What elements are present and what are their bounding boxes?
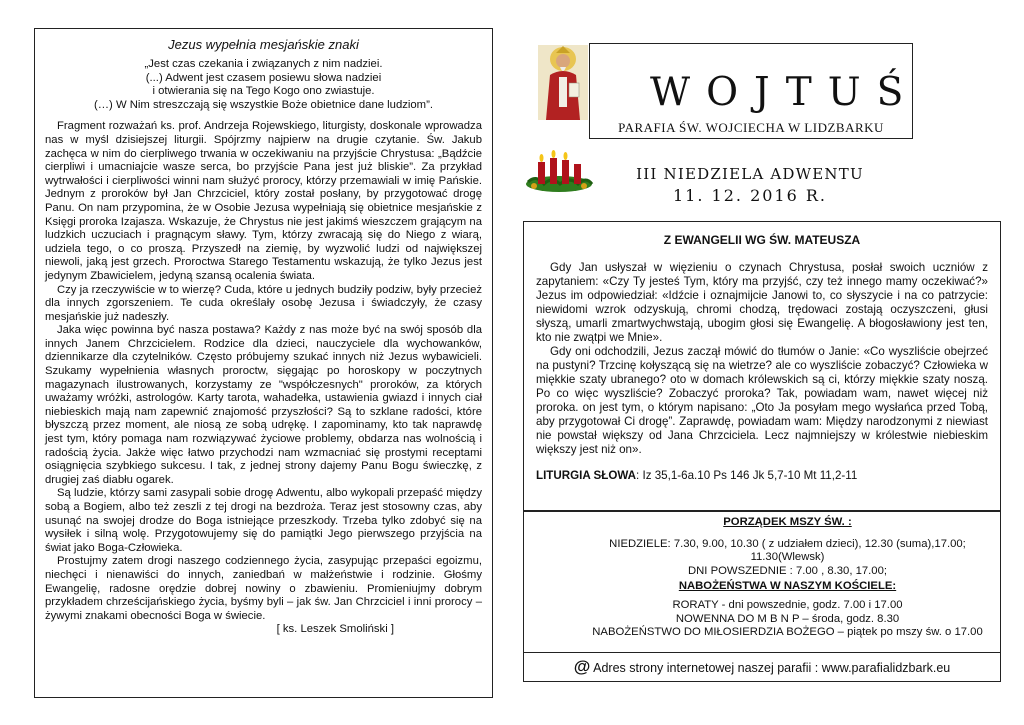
mass-schedule-box <box>523 511 1001 653</box>
liturgy-text: : Iz 35,1-6a.10 Ps 146 Jk 5,7-10 Mt 11,2-11 <box>636 469 858 482</box>
masthead-title: WOJTUŚ <box>650 70 920 115</box>
issue-date: 11. 12. 2016 R. <box>673 186 827 205</box>
sunday-masses: NIEDZIELE: 7.30, 9.00, 10.30 ( z udziałem dzieci), 12.30 (suma),17.00; <box>609 537 966 550</box>
liturgical-sunday: III NIEDZIELA ADWENTU <box>636 165 864 183</box>
weekday-masses: DNI POWSZEDNIE : 7.00 , 8.30, 17.00; <box>687 564 888 577</box>
quote-line: „Jest czas czekania i związanych z nim nadziei. <box>144 58 383 70</box>
devotion-item: RORATY - dni powszednie, godz. 7.00 i 17.00 <box>672 598 903 611</box>
saint-icon <box>538 45 588 120</box>
devotion-item: NABOŻEŃSTWO DO MIŁOSIERDZIA BOŻEGO – piątek po mszy św. o 17.00 <box>592 626 983 639</box>
devotion-item: NOWENNA DO M B N P – środa, godz. 8.30 <box>675 612 900 625</box>
gospel-body <box>536 261 988 457</box>
mass-heading: PORZĄDEK MSZY ŚW. : <box>723 516 852 528</box>
website-address-box <box>523 652 1001 682</box>
liturgy-readings <box>536 469 988 482</box>
reflection-body <box>45 120 482 637</box>
quote-line: (…) W Nim streszczają się wszystkie Boże obietnice dane ludziom”. <box>93 98 433 111</box>
author-signature: [ ks. Leszek Smoliński ] <box>276 623 394 636</box>
reflection-paragraph: Czy ja rzeczywiście w to wierzę? Cuda, które u jednych budziły podziw, były przecież dla innych zgorszeniem. Te cuda określały osobę Jezusa i świadczyły, że czasy mesjańskie już nadeszły. <box>45 283 482 323</box>
reflection-title: Jezus wypełnia mesjańskie znaki <box>168 37 359 52</box>
reflection-box <box>34 28 493 698</box>
reflection-paragraph: Są ludzie, którzy sami zasypali sobie drogę Adwentu, albo wykopali przepaść między sobą a Bogiem, albo też zeszli z tej drogi na bezdroża. Teraz jest stosowny czas, aby usunąć na swojej drodze do Boga istniejące przeszkody. Trzeba tylko zdobyć się na wysiłek i silną wolę. Przygotowujemy się do pamiątki Jego pierwszego przyjścia na świat jako Boga-Człowieka. <box>45 487 482 554</box>
advent-candles-icon <box>524 146 594 194</box>
liturgy-label: LITURGIA SŁOWA <box>536 469 637 482</box>
gospel-heading: Z EWANGELII WG ŚW. MATEUSZA <box>663 233 861 247</box>
gospel-paragraph: Gdy oni odchodzili, Jezus zaczął mówić do tłumów o Janie: «Co wyszliście obejrzeć na pustyni? Trzcinę kołyszącą się na wietrze? ale co wyszliście zobaczyć? Człowieka w miękkie szaty ubranego? oto w domach królewskich są ci, którzy miękkie szaty noszą. Po co więc wyszliście? Zobaczyć proroka? Tak, powiadam wam, nawet więcej niż proroka. on jest tym, o którym napisano: „Oto Ja posyłam mego wysłańca przed Tobą, aby przygotował Ci drogę”. Zaprawdę, powiadam wam: Między narodzonymi z niewiast nie powstał większy od Jana Chrzciciela. Lecz najmniejszy w królestwie niebieskim większy jest niż on». <box>536 345 988 456</box>
reflection-quote <box>45 58 482 112</box>
reflection-paragraph: Fragment rozważań ks. prof. Andrzeja Rojewskiego, liturgisty, doskonale wprowadza nas w myśl dzisiejszej liturgii. Spójrzmy najpierw na drugie czytanie. Św. Jakub zachęca w nim do cierpliwego trwania w oczekiwaniu na przyjście Chrystusa: „Bądźcie cierpliwi i umacniajcie wasze serca, bo przyjście Pana jest już bliskie”. Za przykład wytrwałości i cierpliwości winni nam służyć prorocy, którzy przemawiali w imię Pańskie. Jednym z proroków był Jan Chrzciciel, który został posłany, by przygotować drogę Panu. On nam przypomina, że w Osobie Jezusa wypełniają się obietnice mesjańskie z Księgi proroka Izajasza. Wskazuje, że Chrystus nie jest jakimś wieszczem grającym na ludzkich uczuciach i pragnącym sławy. Tym, którzy zwracają się do Niego z wiarą, udziela tego, o co proszą. Przyszedł na ziemię, by wyzwolić ludzi od największej niewoli, jaką jest grzech. Proroctwa Starego Testamentu wskazują, że tylko Jezus jest jedynym Zbawicielem, jedyną szansą ocalenia świata. <box>45 120 482 282</box>
parish-name: PARAFIA ŚW. WOJCIECHA W LIDZBARKU <box>618 120 884 135</box>
devotions-heading: NABOŻEŃSTWA W NASZYM KOŚCIELE: <box>678 580 897 593</box>
website-address: Adres strony internetowej naszej parafii : www.parafialidzbark.eu <box>590 661 951 675</box>
reflection-paragraph: Jaka więc powinna być nasza postawa? Każdy z nas może być na swój sposób dla innych Janem Chrzcicielem. Rodzice dla dzieci, nauczyciele dla wychowanków, dziennikarze dla czytelników. Często próbujemy szukać innych niż Jezus wybawicieli. Szukamy wypełnienia własnych proroctw, sięgając po horoskopy w poczytnych magazynach ilustrowanych, korzystamy ze "współczesnych" proroków, za których uważamy wróżki, astrologów. Karty tarota, wahadełka, ustawienia gwiazd i innych ciał niebieskich mają nam zapewnić znajomość przyszłości? Są to szklane radości, które błyszczą przez moment, ale niosą ze sobą udrękę. I zapominamy, kto tak naprawdę jest tym, który pomaga nam rozwiązywać życiowe problemy, obdarza nas wolnością i radością życia. Jakże więc łatwo przychodzi nam wzmacniać się prostymi receptami osiągnięcia szybkiego sukcesu. I tak, z jednej strony dajemy Panu Bogu świeczkę, z drugiej zaś diabłu ogarek. <box>45 324 482 486</box>
gospel-box <box>523 221 1001 511</box>
masthead-box <box>589 43 920 139</box>
gospel-paragraph: Gdy Jan usłyszał w więzieniu o czynach Chrystusa, posłał swoich uczniów z zapytaniem: «Czy Ty jesteś Tym, który ma przyjść, czy też innego mamy oczekiwać?» Jezus im odpowiedział: «Idźcie i oznajmijcie Janowi to, co słyszycie i na co patrzycie: niewidomi wzrok odzyskują, chromi chodzą, trędowaci zostają oczyszczeni, głusi słyszą, umarli zmartwychwstają, ubogim głosi się Ewangelię. A błogosławiony jest ten, kto nie zwątpi we Mnie». <box>536 261 988 344</box>
quote-line: (...) Adwent jest czasem posiewu słowa nadziei <box>145 71 382 84</box>
sunday-masses-extra: 11.30(Wlewsk) <box>750 551 825 564</box>
reflection-paragraph: Prostujmy zatem drogi naszego codziennego życia, zasypując przepaści egoizmu, niechęci i nienawiści do innych, zaniedbań w małżeństwie i rodzinie. Głośmy Ewangelię, radosne orędzie dobrej nowiny o zbawieniu. Promieniujmy dobrym przykładem chrześcijańskiego życia, byśmy byli – jak św. Jan Chrzciciel i inni prorocy – żywymi znakami obecności Boga w świecie. <box>45 555 482 622</box>
quote-line: i otwierania się na Tego Kogo ono zwiastuje. <box>152 85 375 98</box>
at-icon: @ <box>573 657 591 676</box>
